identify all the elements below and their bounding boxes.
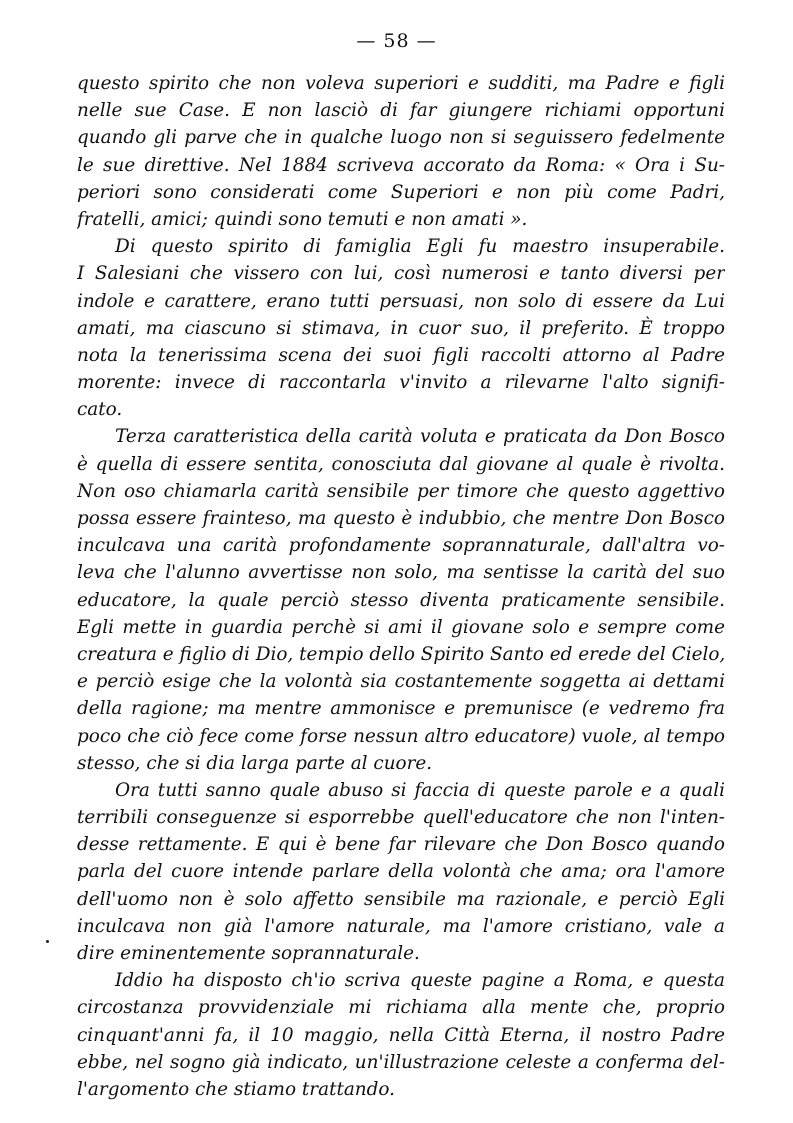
text-line: periori sono considerati come Superiori e non più come Padri, (77, 181, 725, 203)
text-line: terribili conseguenze si esporrebbe quell'educatore che non l'inten- (77, 807, 725, 829)
text-line: Egli mette in guardia perchè si ami il giovane solo e sempre come (77, 616, 725, 638)
text-line: morente: invece di raccontarla v'invito a rilevarne l'alto signifi- (77, 372, 725, 394)
text-line: questo spirito che non voleva superiori e sudditi, ma Padre e figli (77, 73, 725, 94)
text-line: nelle sue Case. E non lasciò di far giungere richiami opportuni (77, 100, 725, 122)
text-line: stesso, che si dia larga parte al cuore. (77, 752, 433, 774)
text-line: leva che l'alunno avvertisse non solo, ma sentisse la carità del suo (77, 562, 725, 584)
text-line: cinquant'anni fa, il 10 maggio, nella Città Eterna, il nostro Padre (77, 1024, 725, 1046)
text-line: le sue direttive. Nel 1884 scriveva accorato da Roma: « Ora i Su- (77, 154, 725, 176)
margin-mark (46, 940, 49, 943)
text-line: desse rettamente. E qui è bene far rilevare che Don Bosco quando (77, 834, 725, 856)
text-line: l'argomento che stiamo trattando. (77, 1078, 396, 1100)
text-line: Iddio ha disposto ch'io scriva queste pagine a Roma, e questa (115, 970, 725, 992)
text-line: Non oso chiamarla carità sensibile per timore che questo aggettivo (77, 480, 725, 502)
text-line: educatore, la quale perciò stesso diventa praticamente sensibile. (77, 589, 725, 611)
text-line: poco che ciò fece come forse nessun altro educatore) vuole, al tempo (77, 725, 725, 747)
text-line: amati, ma ciascuno si stimava, in cuor suo, il preferito. È troppo (77, 317, 725, 339)
text-line: nota la tenerissima scena dei suoi figli raccolti attorno al Padre (77, 344, 725, 366)
text-line: Di questo spirito di famiglia Egli fu maestro insuperabile. (115, 236, 725, 258)
text-line: possa essere frainteso, ma questo è indubbio, che mentre Don Bosco (77, 508, 725, 529)
text-line: dell'uomo non è solo affetto sensibile ma razionale, e perciò Egli (77, 888, 725, 910)
text-line: Ora tutti sanno quale abuso si faccia di queste parole e a quali (115, 779, 725, 801)
text-line: ebbe, nel sogno già indicato, un'illustrazione celeste a conferma del- (77, 1051, 725, 1073)
text-line: I Salesiani che vissero con lui, così numerosi e tanto diversi per (77, 263, 725, 285)
text-line: è quella di essere sentita, conosciuta dal giovane al quale è rivolta. (77, 453, 725, 475)
text-line: fratelli, amici; quindi sono temuti e non amati ». (77, 208, 528, 230)
text-line: cato. (77, 399, 123, 421)
text-line: della ragione; ma mentre ammonisce e premunisce (e vedremo fra (77, 698, 725, 720)
text-line: indole e carattere, erano tutti persuasi, non solo di essere da Lui (77, 290, 725, 312)
text-line: inculcava una carità profondamente soprannaturale, dall'altra vo- (77, 535, 725, 557)
text-line: parla del cuore intende parlare della volontà che ama; ora l'amore (77, 861, 725, 883)
body-text (77, 70, 725, 1103)
text-line: circostanza provvidenziale mi richiama alla mente che, proprio (77, 997, 725, 1019)
text-line: quando gli parve che in qualche luogo non si seguissero fedelmente (77, 127, 725, 149)
text-line: creatura e figlio di Dio, tempio dello Spirito Santo ed erede del Cielo, (77, 643, 725, 665)
text-line: dire eminentemente soprannaturale. (77, 943, 420, 964)
text-line: Terza caratteristica della carità voluta e praticata da Don Bosco (115, 426, 725, 448)
page-number: — 58 — (356, 30, 437, 52)
text-line: inculcava non già l'amore naturale, ma l'amore cristiano, vale a (77, 915, 725, 937)
text-line: e perciò esige che la volontà sia costantemente soggetta ai dettami (77, 671, 725, 693)
